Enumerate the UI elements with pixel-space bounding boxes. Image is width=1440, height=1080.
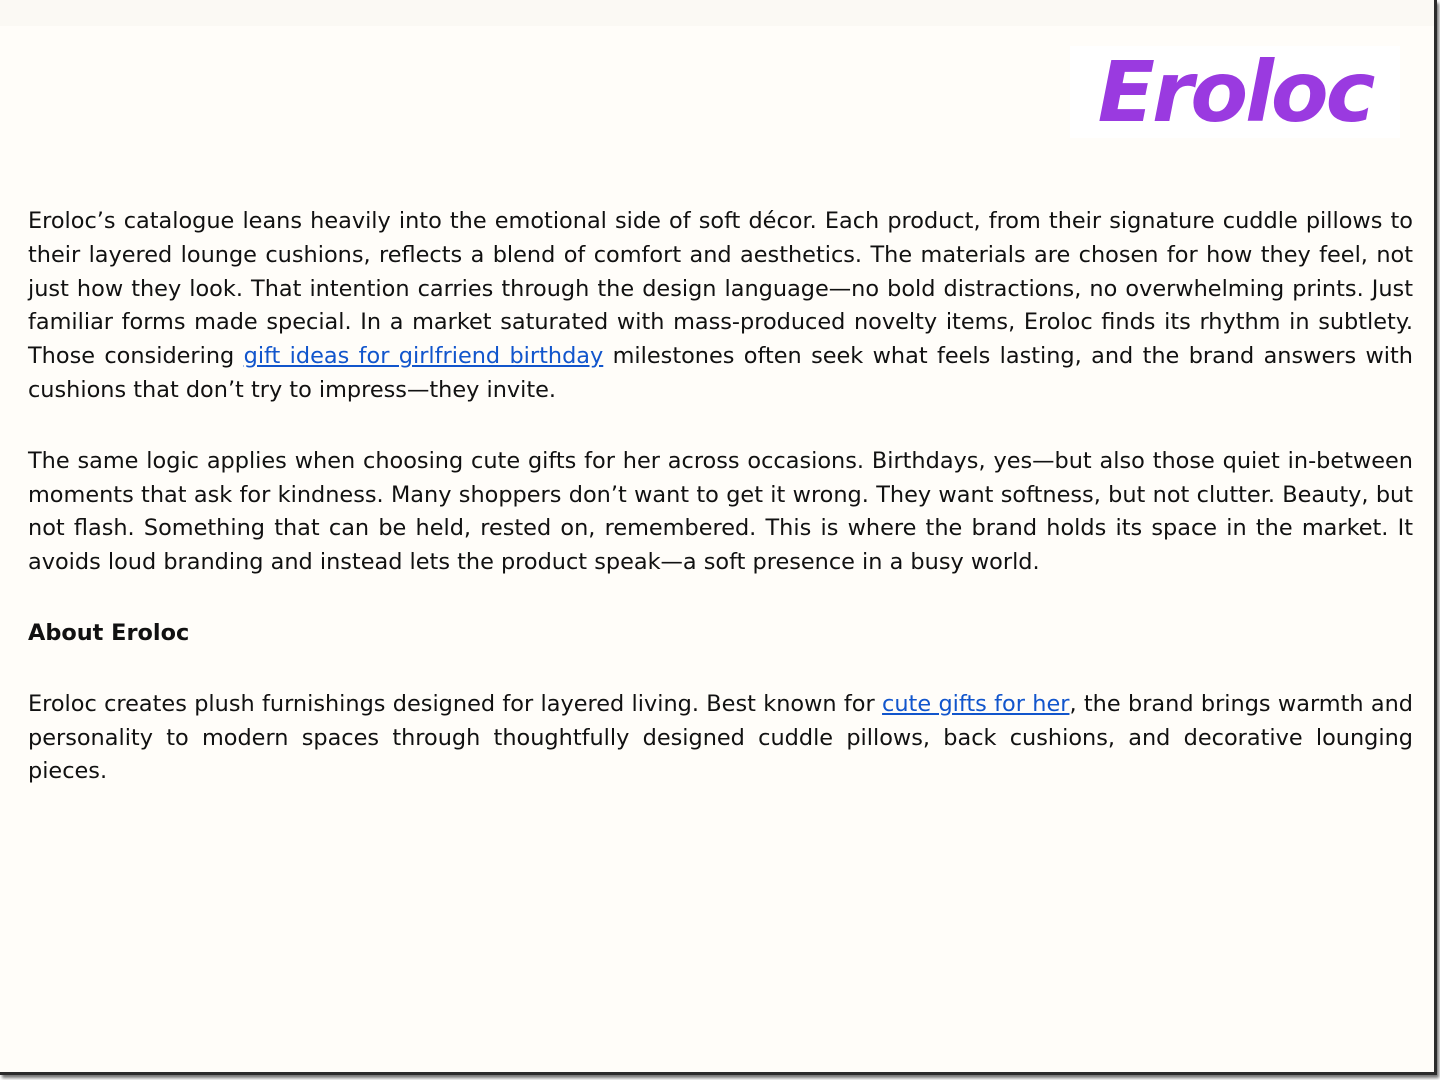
top-strip xyxy=(0,0,1434,26)
paragraph-logic: The same logic applies when choosing cute gifts for her across occasions. Birthdays, yes—but also those quiet in-between moments that ask for kindness. Many shoppers don’t want to get it wrong. They want softness, but not clutter. Beauty, but not flash. Something that can be held, rested on, remembered. This is where the brand holds its space in the market. It avoids loud branding and instead lets the product speak—a soft presence in a busy world. xyxy=(28,447,1413,576)
about-heading: About Eroloc xyxy=(28,619,190,646)
paragraph-catalogue-text-start: Eroloc’s catalogue leans heavily into the emotional side of soft décor. Each product, from their signature cuddle pillows to their layered lounge cushions, reflects a blend of comfort and aesthetics. The materials are chosen for how they feel, not just how they look. That intention carries through the design language—no bold distractions, no overwhelming prints. Just familiar forms made special. In a market saturated with mass-produced novelty items, Eroloc finds its rhythm in subtlety. Those considering xyxy=(28,208,1413,370)
paragraph-catalogue xyxy=(28,205,1413,408)
link-cute-gifts-for-her[interactable]: cute gifts for her xyxy=(882,690,1070,717)
paragraph-catalogue-text-end: milestones often seek what feels lasting, and the brand answers with cushions that don’t try to impress—they invite. xyxy=(28,343,1413,403)
link-gift-ideas-girlfriend-birthday[interactable]: gift ideas for girlfriend birthday xyxy=(243,343,604,370)
brand-logo-text: Eroloc xyxy=(1097,43,1373,141)
paragraph-about xyxy=(28,688,1413,789)
article-body xyxy=(28,205,1413,826)
brand-logo xyxy=(1070,43,1400,141)
paragraph-about-text-end: , the brand brings warmth and personality to modern spaces through thoughtfully designed cuddle pillows, back cushions, and decorative lounging pieces. xyxy=(28,690,1414,785)
paragraph-about-text-start: Eroloc creates plush furnishings designed for layered living. Best known for xyxy=(28,690,883,717)
